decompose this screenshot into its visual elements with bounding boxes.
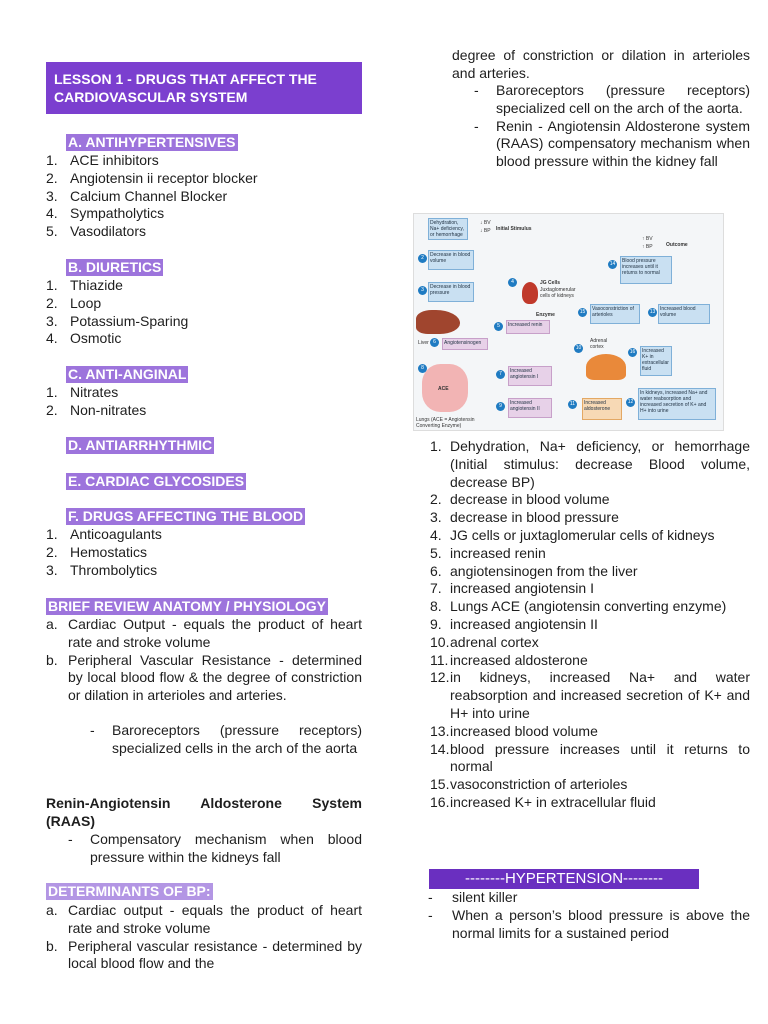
- list-item: b. Peripheral Vascular Resistance - determined by local blood flow & the degree of constriction or dilation in arterioles and arteries.: [46, 651, 362, 704]
- determinants-heading: DETERMINANTS OF BP:: [48, 883, 211, 899]
- outcome-label: Outcome: [666, 242, 688, 248]
- review-sublist: [68, 722, 362, 758]
- list-item: - Baroreceptors (pressure receptors) specialized cells in the arch of the aorta: [90, 722, 362, 756]
- antianginal-list: [46, 384, 362, 420]
- diagram-box-vasoconstriction: Vasoconstriction of arterioles: [590, 304, 640, 324]
- stimulus-bp: ↓ BP: [480, 228, 491, 234]
- liver-label: Liver: [418, 340, 429, 346]
- list-item: - Compensatory mechanism when blood pressure within the kidneys fall: [68, 831, 362, 865]
- step-marker: 2: [418, 254, 427, 263]
- list-item: 11. increased aldosterone: [430, 651, 588, 668]
- step-marker: 3: [418, 286, 427, 295]
- diagram-box-blood-volume: Decrease in blood volume: [428, 250, 474, 270]
- list-item: a. Cardiac Output - equals the product of heart rate and stroke volume: [46, 616, 362, 650]
- list-item: 5. Vasodilators: [46, 223, 147, 240]
- step-marker: 12: [627, 399, 634, 405]
- step-marker: 11: [569, 401, 576, 407]
- list-item: 1. Thiazide: [46, 277, 123, 293]
- list-item: 2. decrease in blood volume: [430, 491, 610, 508]
- list-item: 4. JG cells or juxtaglomerular cells of kidneys: [430, 526, 715, 543]
- lesson-header: LESSON 1 - DRUGS THAT AFFECT THE CARDIOVASCULAR SYSTEM: [46, 62, 362, 114]
- hypertension-heading: --------HYPERTENSION--------: [429, 869, 699, 889]
- liver-icon: [416, 310, 460, 334]
- lungs-label: Lungs (ACE = Angiotensin Converting Enzyme): [416, 417, 475, 429]
- adrenal-label: Adrenal cortex: [590, 338, 608, 350]
- antihypertensives-section: [66, 134, 366, 151]
- antianginal-section: [66, 366, 188, 383]
- raas-heading: Renin-Angiotensin Aldosterone System (RAAS): [46, 795, 362, 829]
- step-marker: 6: [430, 338, 439, 347]
- diuretics-heading: B. DIURETICS: [68, 259, 162, 275]
- review-section: [46, 598, 328, 615]
- review-list: [46, 616, 362, 705]
- antiarrhythmic-section: [66, 437, 214, 454]
- outcome-bv: ↑ BV: [642, 236, 653, 242]
- list-item: 3. Thrombolytics: [46, 561, 158, 578]
- list-item: - silent killer: [428, 889, 518, 905]
- list-item: 1. ACE inhibitors: [46, 152, 159, 168]
- step-marker: 14: [609, 261, 616, 267]
- glycosides-section: [66, 473, 246, 490]
- review-heading: BRIEF REVIEW ANATOMY / PHYSIOLOGY: [48, 598, 326, 614]
- list-item: 14. blood pressure increases until it returns to normal: [430, 740, 750, 775]
- list-item: 1. Nitrates: [46, 384, 119, 400]
- list-item: 3. Calcium Channel Blocker: [46, 187, 228, 204]
- diagram-box-angiotensinogen: Angiotensinogen: [442, 338, 488, 350]
- antiarrhythmic-heading: D. ANTIARRHYTHMIC: [68, 437, 213, 453]
- list-item: - Baroreceptors (pressure receptors) specialized cell on the arch of the aorta.: [474, 82, 750, 116]
- ace-label: ACE: [438, 386, 449, 392]
- raas-steps-list: [410, 438, 750, 812]
- blood-heading: F. DRUGS AFFECTING THE BLOOD: [68, 508, 304, 524]
- list-item: 10. adrenal cortex: [430, 633, 539, 650]
- diagram-box-kidneys: In kidneys, increased Na+ and water reabsorption and increased secretion of K+ and H+ into urine: [638, 388, 716, 420]
- adrenal-icon: [586, 354, 626, 380]
- jg-label: JG Cells: [540, 280, 561, 286]
- list-item: 13. increased blood volume: [430, 722, 598, 739]
- step-marker: 7: [496, 370, 505, 379]
- step-marker: 9: [496, 402, 505, 411]
- antihypertensives-list: [46, 152, 362, 241]
- diuretics-list: [46, 277, 362, 348]
- step-marker: 5: [494, 322, 503, 331]
- step-marker: 16: [629, 349, 636, 355]
- list-item: 9. increased angiotensin II: [430, 615, 598, 632]
- list-item: 1. Dehydration, Na+ deficiency, or hemorrhage (Initial stimulus: decrease Blood volume, decrease BP): [430, 438, 750, 490]
- list-item: 15. vasoconstriction of arterioles: [430, 776, 628, 793]
- outcome-bp: ↑ BP: [642, 244, 653, 250]
- diagram-box-renin: Increased renin: [506, 320, 550, 334]
- step-marker: 10: [575, 345, 582, 351]
- list-item: 4. Sympatholytics: [46, 205, 165, 222]
- list-item: 3. Potassium-Sparing: [46, 312, 189, 329]
- determinants-section: [46, 883, 213, 900]
- enzyme-label: Enzyme: [536, 312, 555, 318]
- kidney-icon: [522, 282, 538, 304]
- diagram-box-aldosterone: Increased aldosterone: [582, 398, 622, 420]
- list-item: b. Peripheral vascular resistance - determined by local blood flow and the: [46, 937, 362, 972]
- list-item: 2. Loop: [46, 294, 102, 311]
- stimulus-label: Initial Stimulus: [496, 226, 532, 232]
- list-item: 4. Osmotic: [46, 330, 122, 347]
- blood-section: [66, 508, 305, 525]
- step-marker: 15: [579, 309, 586, 315]
- glycosides-heading: E. CARDIAC GLYCOSIDES: [68, 473, 245, 489]
- blood-list: [46, 526, 362, 579]
- list-item: 2. Angiotensin ii receptor blocker: [46, 169, 258, 186]
- diagram-box-bp-normal: Blood pressure increases until it returns to normal: [620, 256, 672, 284]
- step-marker: 8: [418, 364, 427, 373]
- diagram-box-angiotensin-ii: Increased angiotensin II: [508, 398, 552, 418]
- antianginal-heading: C. ANTI-ANGINAL: [68, 366, 187, 382]
- list-item: 8. Lungs ACE (angiotensin converting enzyme): [430, 598, 727, 615]
- list-item: 3. decrease in blood pressure: [430, 509, 619, 526]
- list-item: 7. increased angiotensin I: [430, 580, 594, 597]
- hypertension-list: [428, 889, 750, 942]
- list-item: 12. in kidneys, increased Na+ and water reabsorption and increased secretion of K+ and H+ into urine: [430, 669, 750, 721]
- diagram-box-increased-volume: Increased blood volume: [658, 304, 710, 324]
- list-item: a. Cardiac output - equals the product of heart rate and stroke volume: [46, 902, 362, 936]
- list-item: 6. angiotensinogen from the liver: [430, 562, 638, 579]
- diagram-box-potassium: Increased K+ in extracellular fluid: [640, 346, 672, 376]
- diagram-box-blood-pressure: Decrease in blood pressure: [428, 282, 474, 302]
- list-item: - Renin - Angiotensin Aldosterone system (RAAS) compensatory mechanism when blood pressure within the kidney fall: [474, 117, 750, 170]
- determinants-list: [46, 902, 362, 973]
- continued-text: degree of constriction or dilation in arterioles and arteries.: [452, 47, 750, 81]
- jg-sub: Juxtaglomerular cells of kidneys: [540, 287, 576, 299]
- diagram-box-angiotensin-i: Increased angiotensin I: [508, 366, 552, 386]
- list-item: 2. Hemostatics: [46, 543, 148, 560]
- step-marker: 4: [508, 278, 517, 287]
- diagram-box-stimulus: Dehydration, Na+ deficiency, or hemorrhage: [428, 218, 468, 240]
- right-dash-list: [452, 82, 750, 171]
- list-item: 16. increased K+ in extracellular fluid: [430, 793, 656, 810]
- raas-diagram: [413, 213, 724, 431]
- stimulus-bv: ↓ BV: [480, 220, 491, 226]
- diuretics-section: [66, 259, 163, 276]
- antihypertensives-heading: A. ANTIHYPERTENSIVES: [68, 134, 236, 150]
- list-item: 2. Non-nitrates: [46, 401, 147, 418]
- list-item: 1. Anticoagulants: [46, 526, 162, 542]
- step-marker: 13: [649, 309, 656, 315]
- list-item: 5. increased renin: [430, 544, 546, 561]
- raas-list: [46, 831, 362, 867]
- list-item: - When a person’s blood pressure is above the normal limits for a sustained period: [428, 906, 750, 941]
